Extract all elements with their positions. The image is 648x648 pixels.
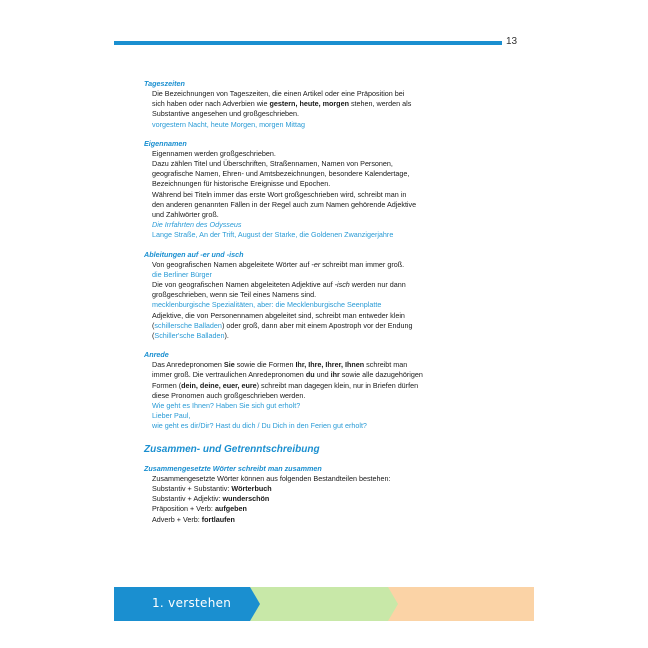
list-item: Substantiv + Adjektiv: wunderschön	[152, 494, 270, 504]
text-line: geografische Namen, Ehren- und Amtsbezeichnungen, besondere Kalendertage,	[152, 169, 410, 179]
text-line: sich haben oder nach Adverbien wie gestern, heute, morgen stehen, werden als	[152, 99, 412, 109]
text-line: großgeschrieben, wenn sie Teil eines Namens sind.	[152, 290, 317, 300]
section-zusammengesetzt	[144, 464, 444, 525]
list-item: Adverb + Verb: fortlaufen	[152, 514, 235, 524]
example-line: Wie geht es Ihnen? Haben Sie sich gut erholt?	[152, 401, 301, 411]
example-line: wie geht es dir/Dir? Hast du dich / Du Dich in den Ferien gut erholt?	[152, 421, 367, 431]
text-line: Während bei Titeln immer das erste Wort großgeschrieben wird, schreibt man in	[152, 189, 407, 199]
text-line: Die Bezeichnungen von Tageszeiten, die einen Artikel oder eine Präposition bei	[152, 89, 405, 98]
example-line: Lieber Paul,	[152, 411, 191, 421]
example-line: Die Irrfahrten des Odysseus	[152, 220, 242, 230]
section-ableitungen	[144, 250, 444, 342]
text-line: Formen (dein, deine, euer, eure) schreibt man dagegen klein, nur in Briefen dürfen	[152, 380, 419, 390]
section-eigennamen	[144, 139, 444, 241]
main-content	[144, 79, 444, 534]
section-heading: Tageszeiten	[144, 79, 185, 88]
text-line: Zusammengesetzte Wörter können aus folgenden Bestandteilen bestehen:	[152, 473, 391, 483]
page-number: 13	[506, 36, 518, 47]
text-line: den anderen genannten Fällen in der Regel auch zum Namen gehörende Adjektive	[152, 199, 417, 209]
text-line: Das Anredepronomen Sie sowie die Formen Ihr, Ihre, Ihrer, Ihnen schreibt man	[152, 360, 408, 370]
text-line: Die von geografischen Namen abgeleiteten Adjektive auf -isch werden nur dann	[152, 280, 406, 290]
section-heading: Eigennamen	[144, 138, 187, 148]
section-heading: Zusammengesetzte Wörter schreibt man zusammen	[144, 463, 322, 473]
section-tageszeiten	[144, 79, 444, 130]
text-line: Bezeichnungen für historische Ereignisse und Epochen.	[152, 179, 331, 189]
text-line: und Zahlwörter groß.	[152, 210, 219, 220]
text-line: Von geografischen Namen abgeleitete Wörter auf -er schreibt man immer groß.	[152, 259, 405, 269]
example-line: Lange Straße, An der Trift, August der Starke, die Goldenen Zwanzigerjahre	[152, 230, 394, 240]
text-line: (schillersche Balladen) oder groß, dann aber mit einem Apostroph vor der Endung	[152, 320, 413, 330]
text-line: Substantive angesehen und großgeschrieben.	[152, 109, 300, 119]
example-line: vorgestern Nacht, heute Morgen, morgen Mittag	[152, 119, 306, 129]
text-line: Adjektive, die von Personennamen abgeleitet sind, schreibt man entweder klein	[152, 310, 405, 320]
step-3-segment	[388, 587, 534, 621]
example-line: mecklenburgische Spezialitäten, aber: die Mecklenburgische Seenplatte	[152, 300, 382, 310]
list-item: Substantiv + Substantiv: Wörterbuch	[152, 483, 272, 493]
text-line: Dazu zählen Titel und Überschriften, Straßennamen, Namen von Personen,	[152, 159, 393, 169]
section-heading: Ableitungen auf -er und -isch	[144, 249, 244, 259]
footer-step-label: 1. verstehen	[152, 596, 232, 610]
top-rule	[114, 41, 502, 45]
text-line: diese Pronomen auch großgeschrieben werden.	[152, 390, 306, 400]
example-line: die Berliner Bürger	[152, 269, 212, 279]
section-anrede	[144, 350, 444, 431]
text-line: immer groß. Die vertraulichen Anredepronomen du und ihr sowie alle dazugehörigen	[152, 370, 423, 380]
text-line: (Schiller'sche Balladen).	[152, 331, 229, 341]
step-2-segment	[250, 587, 398, 621]
footer-progress-bar	[114, 587, 534, 621]
list-item: Präposition + Verb: aufgeben	[152, 504, 247, 514]
section-heading: Anrede	[144, 350, 169, 360]
text-line: Eigennamen werden großgeschrieben.	[152, 148, 276, 158]
chapter-heading: Zusammen- und Getrenntschreibung	[144, 443, 320, 455]
